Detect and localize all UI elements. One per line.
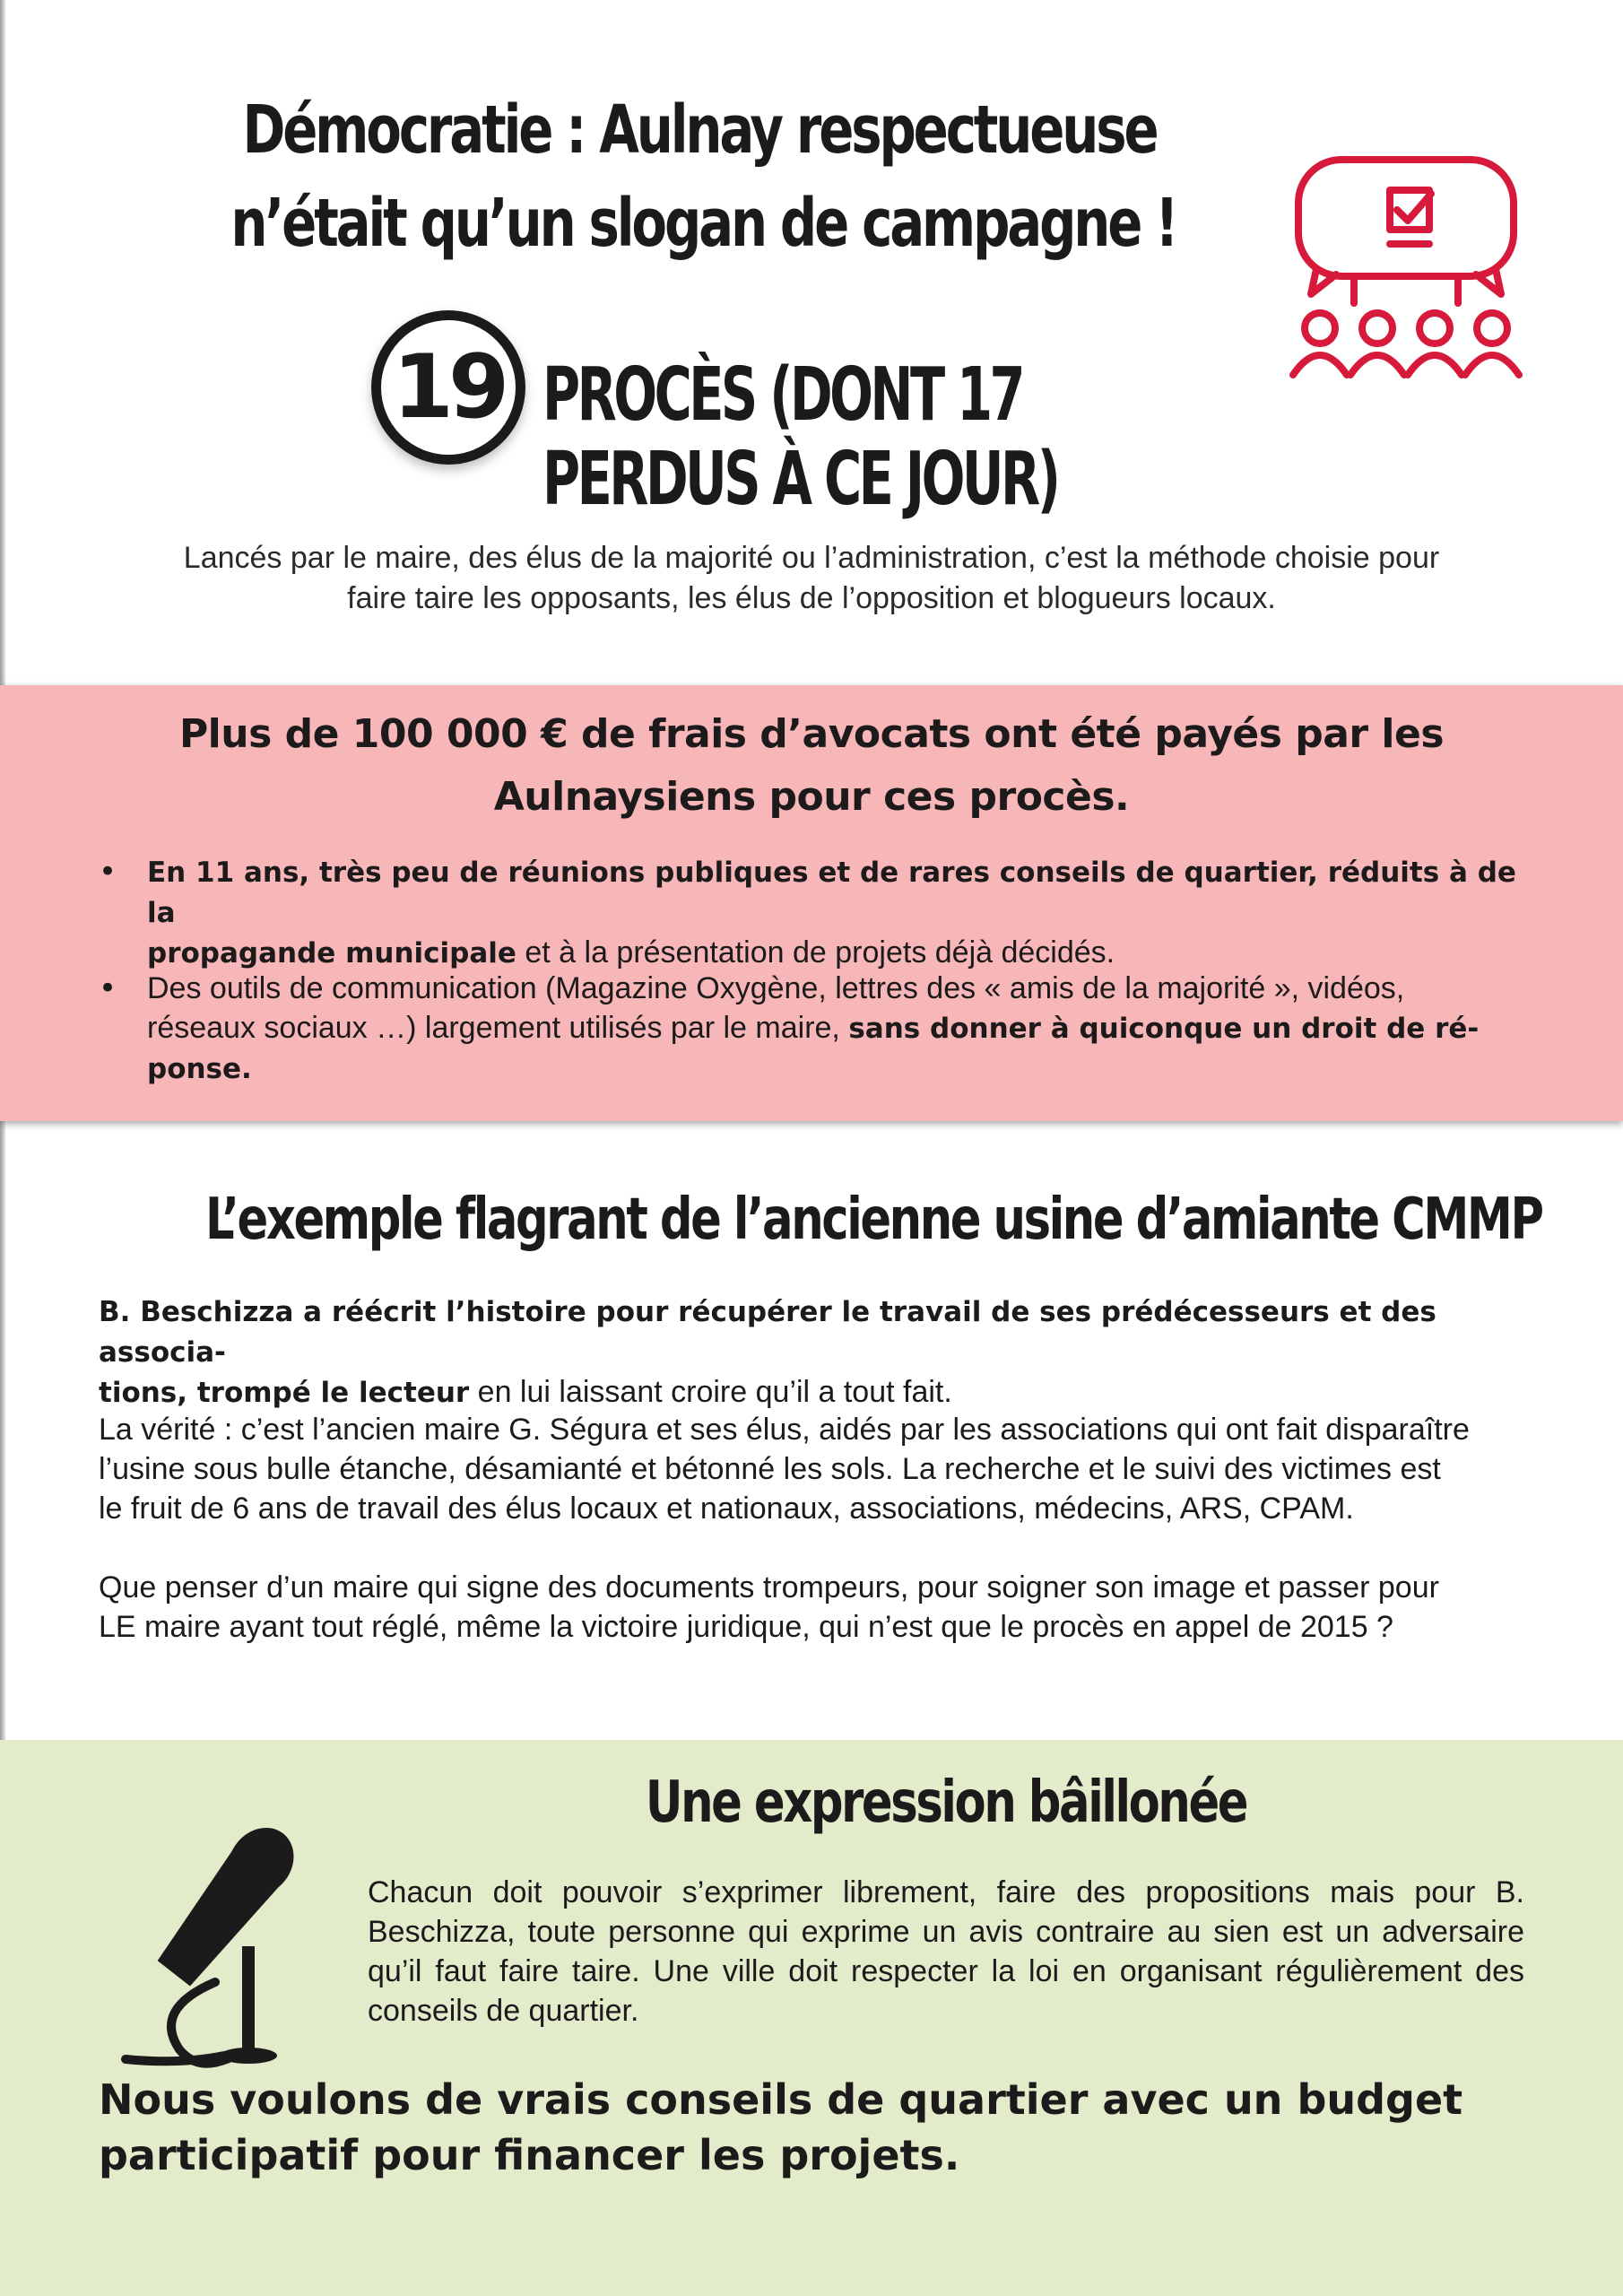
cmmp-paragraph-1 (99, 1292, 1533, 1413)
cmmp-paragraph-3 (99, 1568, 1533, 1647)
cmmp-p1-bold-line-1: B. Beschizza a réécrit l’histoire pour récupérer le travail de ses prédécesseurs et des associa- (99, 1296, 1436, 1369)
closing-statement: Nous voulons de vrais conseils de quartier avec un budget participatif pour financer les projets. (99, 2075, 1463, 2179)
bullet-1-rest: et à la présentation de projets déjà décidés. (516, 935, 1115, 970)
cmmp-p1-rest: en lui laissant croire qu’il a tout fait. (469, 1375, 952, 1409)
bullet-dot-1: • (99, 854, 117, 890)
bullet-1-bold-line-1: En 11 ans, très peu de réunions publiques et de rares conseils de quartier, réduits à de la (147, 857, 1516, 929)
intro-text (81, 538, 1542, 619)
trial-count-badge: 19 (371, 310, 525, 465)
trials-heading-line-2: PERDUS À CE JOUR) (542, 437, 1058, 522)
cmmp-p3-line-2: LE maire ayant tout réglé, même la victoire juridique, qui n’est que le procès en appel de 2015 ? (99, 1610, 1393, 1644)
intro-line-2: faire taire les opposants, les élus de l’opposition et blogueurs locaux. (347, 581, 1276, 615)
bullet-2-line-1: Des outils de communication (Magazine Oxygène, lettres des « amis de la majorité », vidéos, (147, 971, 1405, 1005)
microphone-icon (108, 1812, 350, 2081)
bullet-1-bold-line-2: propagande municipale (147, 937, 516, 970)
expression-body-text: Chacun doit pouvoir s’exprimer librement, faire des propositions mais pour B. Beschizza, toute personne qui exprime un avis contraire au sien est un adversaire qu’il faut faire taire. Une ville doit respecter la loi en organisant régulièrement des conseils de quartier. (368, 1875, 1524, 2028)
cmmp-p3-line-1: Que penser d’un maire qui signe des documents trompeurs, pour soigner son image et passer pour (99, 1570, 1439, 1605)
cmmp-p2-line-2: l’usine sous bulle étanche, désamianté et bétonné les sols. La recherche et le suivi des victimes est (99, 1452, 1441, 1486)
cmmp-paragraph-2 (99, 1410, 1533, 1528)
bullet-item-1 (147, 852, 1528, 973)
bullet-2-bold-line-2: sans donner à quiconque un droit de ré- (848, 1013, 1480, 1045)
legal-fees-section (0, 685, 1623, 1121)
bullet-2-bold-line-3: ponse. (147, 1053, 252, 1085)
cmmp-section-title: L’exemple flagrant de l’ancienne usine d’amiante CMMP (205, 1187, 1542, 1253)
legal-fees-headline-line-2: Aulnaysiens pour ces procès. (493, 774, 1130, 820)
bullet-item-2 (147, 969, 1528, 1089)
expression-section-title: Une expression bâillonée (645, 1770, 1247, 1836)
cmmp-p2-line-1: La vérité : c’est l’ancien maire G. Ségura et ses élus, aidés par les associations qui ont fait disparaître (99, 1413, 1470, 1447)
legal-fees-headline-line-1: Plus de 100 000 € de frais d’avocats ont été payés par les (178, 711, 1445, 757)
page-title-line-2: n’était qu’un slogan de campagne ! (230, 185, 1176, 262)
bullet-2-line-2: réseaux sociaux …) largement utilisés par le maire, (147, 1011, 849, 1045)
legal-fees-headline (72, 703, 1551, 829)
page-title-line-1: Démocratie : Aulnay respectueuse (242, 91, 1157, 169)
bullet-dot-2: • (99, 970, 117, 1006)
trials-heading-line-1: PROCÈS (DONT 17 (542, 352, 1022, 438)
cmmp-p1-bold-line-2: tions, trompé le lecteur (99, 1377, 470, 1409)
vote-meeting-icon (1282, 144, 1533, 386)
cmmp-p2-line-3: le fruit de 6 ans de travail des élus locaux et nationaux, associations, médecins, ARS, CPAM. (99, 1492, 1354, 1526)
intro-line-1: Lancés par le maire, des élus de la majorité ou l’administration, c’est la méthode choisie pour (183, 541, 1440, 575)
expression-section (0, 1740, 1623, 2296)
